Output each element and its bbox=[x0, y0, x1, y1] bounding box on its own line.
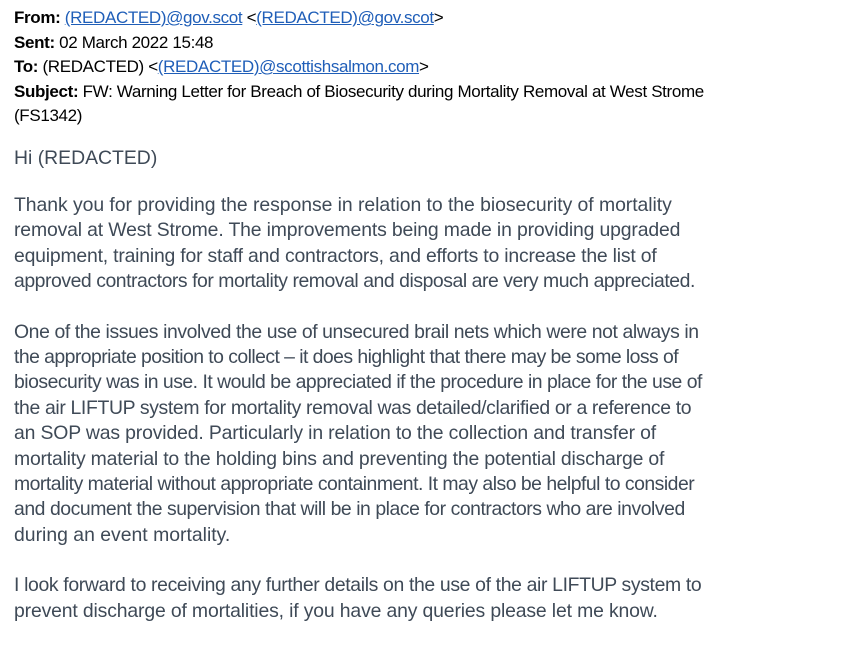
to-label: To: bbox=[14, 57, 39, 76]
paragraph-line: I look forward to receiving any further details on the use of the air LIFTUP system to bbox=[14, 574, 702, 597]
paragraph-line: the air LIFTUP system for mortality removal was detailed/clarified or a reference to bbox=[14, 396, 692, 419]
email-document bbox=[14, 6, 844, 624]
to-line bbox=[14, 55, 844, 80]
from-email-link[interactable]: (REDACTED)@gov.scot bbox=[64, 8, 243, 27]
subject-text: FW: Warning Letter for Breach of Biosecurity during Mortality Removal at West Strome bbox=[82, 81, 704, 101]
greeting: Hi (REDACTED) bbox=[14, 146, 158, 169]
subject-line bbox=[14, 80, 844, 105]
paragraph-line: prevent discharge of mortalities, if you have any queries please let me know. bbox=[14, 599, 658, 622]
sent-value: 02 March 2022 15:48 bbox=[59, 32, 214, 52]
sent-line bbox=[14, 31, 844, 56]
paragraph-line: Thank you for providing the response in relation to the biosecurity of mortality bbox=[14, 193, 672, 216]
to-name: (REDACTED) < bbox=[42, 57, 158, 76]
subject-line-2 bbox=[14, 104, 844, 129]
paragraph-line: biosecurity was in use. It would be appreciated if the procedure in place for the use of bbox=[14, 371, 702, 394]
paragraph-line: removal at West Strome. The improvements being made in providing upgraded bbox=[14, 219, 681, 242]
paragraph-3 bbox=[14, 573, 844, 624]
to-email-link[interactable]: (REDACTED)@scottishsalmon.com bbox=[157, 57, 420, 76]
from-angle-open: < bbox=[246, 8, 257, 27]
paragraph-line: an SOP was provided. Particularly in relation to the collection and transfer of bbox=[14, 422, 657, 445]
from-email-link-2[interactable]: (REDACTED)@gov.scot bbox=[256, 8, 434, 27]
paragraph-line: and document the supervision that will be in place for contractors who are involved bbox=[14, 498, 685, 521]
paragraph-line: mortality material without appropriate containment. It may also be helpful to consider bbox=[14, 472, 695, 495]
subject-label: Subject: bbox=[14, 81, 79, 101]
paragraph-line: equipment, training for staff and contractors, and efforts to increase the list of bbox=[14, 244, 657, 267]
subject-text-2: (FS1342) bbox=[14, 106, 83, 125]
paragraph-line: during an event mortality. bbox=[14, 523, 231, 546]
paragraph-line: One of the issues involved the use of unsecured brail nets which were not always in bbox=[14, 320, 699, 343]
email-body bbox=[14, 146, 844, 625]
to-angle-close: > bbox=[419, 57, 429, 76]
paragraph-2 bbox=[14, 320, 844, 549]
from-line bbox=[14, 6, 844, 31]
paragraph-line: mortality material to the holding bins and preventing the potential discharge of bbox=[14, 447, 665, 470]
from-label: From: bbox=[14, 8, 61, 27]
paragraph-1 bbox=[14, 193, 844, 295]
paragraph-line: the appropriate position to collect – it does highlight that there may be some loss of bbox=[14, 345, 679, 368]
paragraph-line: approved contractors for mortality removal and disposal are very much appreciated. bbox=[14, 270, 695, 293]
from-angle-close: > bbox=[433, 8, 444, 27]
sent-label: Sent: bbox=[14, 32, 55, 52]
